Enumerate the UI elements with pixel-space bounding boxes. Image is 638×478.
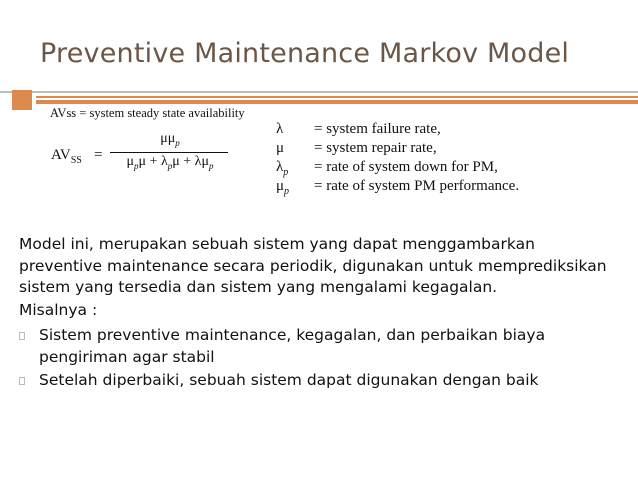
- bullet-box-icon: [19, 332, 25, 340]
- num-sub-p: p: [175, 137, 180, 148]
- den-t2-lambda: λ: [160, 154, 168, 169]
- formula-numerator: [110, 131, 230, 148]
- den-t2-mu: μ: [172, 154, 180, 169]
- den-t1-mu: μ: [126, 154, 135, 169]
- list-item: [19, 325, 619, 368]
- definition-symbol: λ: [276, 121, 284, 137]
- den-t3: λμ: [194, 154, 209, 169]
- availability-note: AVss = system steady state availability: [50, 106, 245, 120]
- den-t3-sub: p: [208, 160, 214, 171]
- den-plus-2: +: [179, 154, 195, 169]
- formula-lhs-sub: SS: [70, 155, 82, 166]
- den-plus-1: +: [146, 154, 161, 169]
- bullet-box-icon: [19, 377, 25, 385]
- slide-body: [19, 234, 619, 394]
- formula-denominator: [110, 154, 230, 171]
- definition-row: [276, 121, 576, 140]
- definition-row: [276, 159, 576, 178]
- den-t1-mu2: μ: [138, 154, 147, 169]
- definition-row: [276, 178, 576, 197]
- symbol-definitions: [276, 121, 576, 197]
- list-item: [19, 370, 619, 392]
- den-t1-sub: p: [134, 160, 139, 171]
- bullet-list: [19, 325, 619, 392]
- bullet-text: Setelah diperbaiki, sebuah sistem dapat digunakan dengan baik: [39, 371, 539, 389]
- den-t2-sub: p: [167, 160, 173, 171]
- num-mu: μ: [160, 131, 168, 146]
- slide-title: Preventive Maintenance Markov Model: [40, 38, 570, 69]
- formula-equals: =: [94, 147, 103, 163]
- definition-row: [276, 140, 576, 159]
- formula-lhs-main: AV: [51, 147, 71, 163]
- num-mu-p: μ: [167, 131, 176, 146]
- definition-symbol: μ: [276, 140, 285, 156]
- body-intro: Misalnya :: [19, 300, 98, 319]
- bullet-text: Sistem preventive maintenance, kegagalan, dan perbaikan biaya pengiriman agar stabil: [39, 326, 546, 366]
- definition-text: = system repair rate,: [314, 140, 437, 156]
- body-paragraph: Model ini, merupakan sebuah sistem yang dapat menggambarkan preventive maintenance secara periodik, digunakan untuk memprediksikan sistem yang tersedia dan sistem yang mengalami kegagalan.: [19, 235, 607, 296]
- definition-text: = system failure rate,: [314, 121, 441, 137]
- definition-symbol: $\lambda_p$: [276, 159, 289, 178]
- definition-text: = rate of system down for PM,: [314, 159, 498, 175]
- fraction-bar: [110, 152, 228, 153]
- definition-text: = rate of system PM performance.: [314, 178, 520, 194]
- definition-symbol: $\mu_p$: [276, 178, 290, 197]
- formula-lhs: [51, 147, 82, 166]
